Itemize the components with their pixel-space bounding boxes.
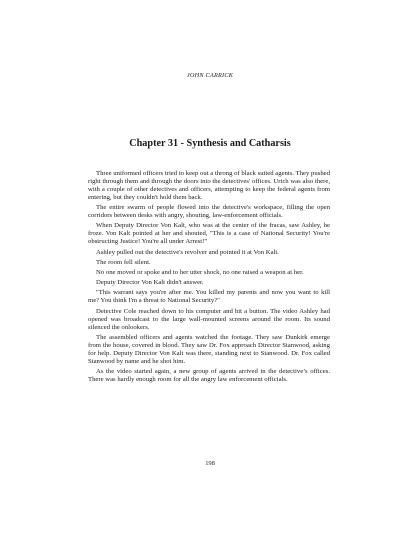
running-head: JOHN CARRICK — [186, 72, 234, 79]
page-number: 198 — [205, 460, 215, 467]
paragraph: Detective Cole reached down to his computer and hit a button. The video Ashley had opened was broadcast to the large wall-mounted screens around the room. Its sound silenced the onlookers. — [88, 307, 330, 331]
paragraph: Ashley pulled out the detective's revolver and pointed it at Von Kalt. — [96, 248, 279, 256]
paragraph: Deputy Director Von Kalt didn't answer. — [96, 279, 204, 287]
chapter-title: Chapter 31 - Synthesis and Catharsis — [129, 138, 291, 149]
paragraph: "This warrant says you're after me. You killed my parents and now you want to kill me? You think I'm a threat to National Security?" — [88, 289, 330, 305]
paragraph: Three uniformed officers tried to keep out a throng of black suited agents. They pushed right through them and through the doors into the detectives' offices. Urich was also there, with a couple of other detectives and officers, attempting to keep the federal agents from entering, but they couldn't hold them back. — [88, 170, 330, 201]
paragraph: The entire swarm of people flowed into the detective's workspace, filling the open corridors between desks with angry, shouting, law-enforcement officials. — [88, 204, 330, 220]
paragraph: The assembled officers and agents watched the footage. They saw Dunkirk emerge from the house, covered in blood. They saw Dr. Fox approach Director Stanwood, asking for help. Deputy Director Von Kalt was there, standing next to Stanwood. Dr. Fox called Stanwood by name and he shot him. — [88, 333, 330, 365]
paragraph: No one moved or spoke and to her utter shock, no one raised a weapon at her. — [96, 268, 304, 276]
paragraph: As the video started again, a new group of agents arrived in the detective’s offices. There was hardly enough room for all the angry law enforcement officials. — [88, 367, 330, 383]
chapter-body — [88, 170, 330, 386]
paragraph: The room fell silent. — [96, 258, 151, 266]
paragraph: When Deputy Director Von Kalt, who was at the center of the fracas, saw Ashley, he froze. Von Kalt pointed at her and shouted, "This is a case of National Security! You're obstructing Justice! You're all under Arrest!" — [88, 222, 330, 246]
